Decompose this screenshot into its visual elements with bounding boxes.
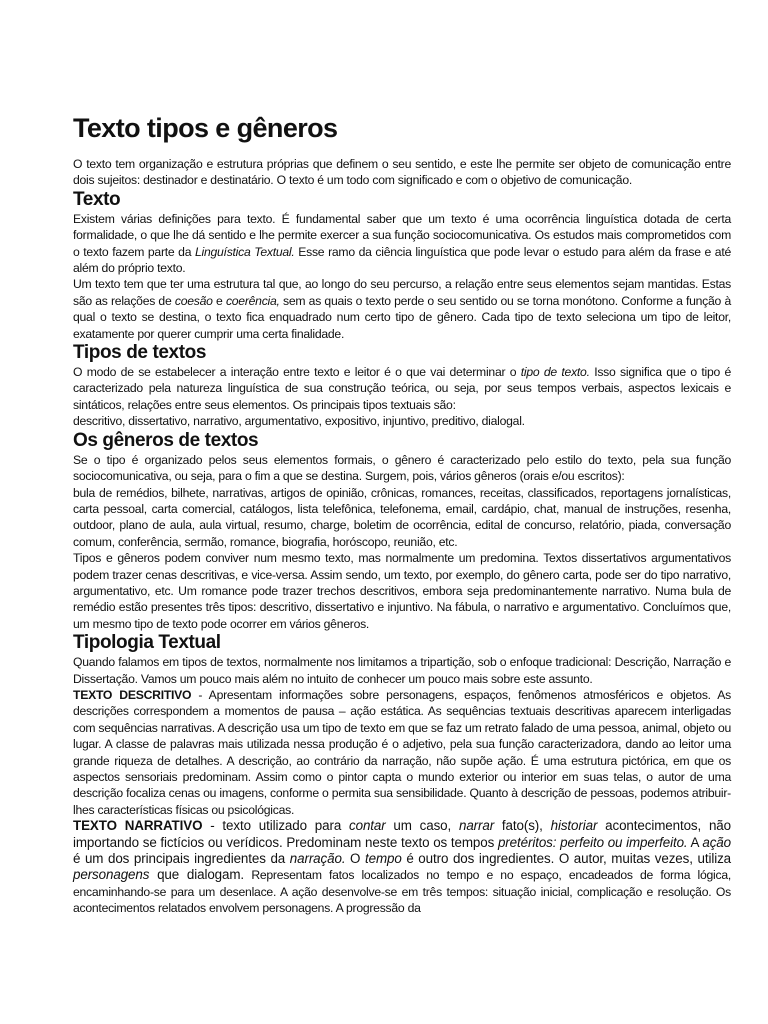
italic-term: narrar <box>458 818 495 834</box>
italic-term: Linguística Textual. <box>194 244 295 259</box>
generos-paragraph-2: bula de remédios, bilhete, narrativas, artigos de opinião, crônicas, romances, receitas, classificados, reportagens jornalísticas, carta pessoal, carta comercial, catálogos, lista telefônica, telefonema, email, cardápio, chat, manual de instruções, resenha, outdoor, plano de aula, aula virtual, resumo, charge, boletim de ocorrência, edital de concurso, relatório, piada, conversação comum, conferência, sermão, romance, biografia, horóscopo, reunião, etc. <box>73 485 731 549</box>
text-run: é outro dos ingredientes. O autor, muitas vezes, utiliza <box>401 851 732 867</box>
text-run: Um texto tem que ter uma estrutura tal que, ao longo do seu percurso, a relação entre seus elementos sejam mantidas. Estas são as relações de <box>73 277 731 308</box>
text-run: O <box>345 851 365 867</box>
intro-paragraph: O texto tem organização e estrutura próprias que definem o seu sentido, e este lhe permite ser objeto de comunicação entre dois sujeitos: destinador e destinatário. O texto é um todo com significado e com o objetivo de comunicação. <box>73 157 731 188</box>
texto-paragraph-1 <box>73 211 731 277</box>
section-heading-tipologia: Tipologia Textual <box>73 632 221 654</box>
italic-term: coesão <box>174 293 213 308</box>
text-run: A <box>687 834 703 850</box>
section-heading-texto: Texto <box>73 188 121 210</box>
text-run: acontecimentos, não importando se fictícios ou verídicos. Predominam neste texto os tempos <box>73 818 731 850</box>
text-run: sem as quais o texto perde o seu sentido ou se torna monótono. Conforme a função à qual o texto se destina, o texto fica enquadrado num certo tipo de gênero. Cada tipo de texto seleciona um tipo de leitor, exatamente por querer cumprir uma certa finalidade. <box>73 293 731 341</box>
texto-paragraph-2 <box>73 276 731 342</box>
section-heading-generos: Os gêneros de textos <box>73 429 259 451</box>
document-title: Texto tipos e gêneros <box>73 113 338 143</box>
text-run: e <box>212 293 226 308</box>
italic-term: tempo <box>365 851 402 867</box>
text-run: fato(s), <box>494 818 551 834</box>
text-run: é um dos principais ingredientes da <box>73 851 290 867</box>
italic-term: pretéritos: perfeito ou imperfeito. <box>497 834 688 850</box>
text-run: Isso significa que o tipo é caracterizado pela natureza linguística de sua construção teórica, ou seja, por seus tempos verbais, aspectos lexicais e sintáticos, relações entre seus elementos. Os principais tipos textuais são: <box>73 365 731 412</box>
italic-term: narração. <box>289 851 346 867</box>
text-run: Esse ramo da ciência linguística que pode levar o estudo para além da frase e até além do próprio texto. <box>73 244 731 276</box>
text-run: Existem várias definições para texto. É fundamental saber que um texto é uma ocorrência linguística dotada de certa formalidade, o que lhe dá sentido e lhe permite exercer a sua função sociocomunicativa. Os estudos mais comprometidos com o texto fazem parte da <box>73 211 731 259</box>
tipologia-paragraph-1: Quando falamos em tipos de textos, normalmente nos limitamos a tripartição, sob o enfoque tradicional: Descrição, Narração e Dissertação. Vamos um pouco mais além no intuito de conhecer um pouco mais sobre este assunto. <box>73 655 731 686</box>
generos-paragraph-1: Se o tipo é organizado pelos seus elementos formais, o gênero é caracterizado pelo estilo do texto, pela sua função sociocomunicativa, ou seja, para o fim a que se destina. Surgem, pois, vários gêneros (orais e/ou escritos): <box>73 452 731 484</box>
italic-term: personagens <box>73 867 150 883</box>
text-run: que dialogam. <box>149 867 245 883</box>
text-run: - Apresentam informações sobre personagens, espaços, fenômenos atmosféricos e objetos. As descrições correspondem a momentos de pausa – ação estática. As sequências textuais descritivas aparecem interligadas com sequências narrativas. A descrição usa um tipo de texto em que se faz um retrato falado de uma pessoa, animal, objeto ou lugar. A classe de palavras mais utilizada nessa produção é o adjetivo, pela sua função caracterizadora, dando ao leitor uma grande riqueza de detalhes. A descrição, ao contrário da narração, não supõe ação. É uma estrutura pictórica, em que os aspectos sensoriais predominam. Assim como o pintor capta o mundo exterior ou interior em suas telas, o autor de uma descrição focaliza cenas ou imagens, conforme o permita sua sensibilidade. Quanto à descrição de pessoas, podemos atribuir-lhes características físicas ou psicológicas. <box>73 687 731 817</box>
text-run: um caso, <box>385 818 459 834</box>
italic-term: ação <box>702 834 731 850</box>
italic-term: tipo de texto. <box>520 365 590 380</box>
document-page <box>73 112 731 917</box>
descritivo-paragraph <box>73 687 731 818</box>
italic-term: contar <box>349 818 386 834</box>
narrativo-paragraph <box>73 818 731 916</box>
tipos-paragraph-2: descritivo, dissertativo, narrativo, argumentativo, expositivo, injuntivo, preditivo, dialogal. <box>73 414 525 429</box>
text-run: Representam fatos localizados no tempo e no espaço, encadeados de forma lógica, encaminhando-se para um desenlace. A ação desenvolve-se em três tempos: situação inicial, complicação e resolução. Os acontecimentos relatados envolvem personagens. A progressão da <box>73 868 731 916</box>
italic-term: coerência, <box>225 293 280 308</box>
text-run: O modo de se estabelecer a interação entre texto e leitor é o que vai determinar o <box>73 365 521 380</box>
bold-label: TEXTO NARRATIVO <box>73 818 203 834</box>
text-run: - texto utilizado para <box>202 818 349 834</box>
section-heading-tipos: Tipos de textos <box>73 342 207 364</box>
generos-paragraph-3: Tipos e gêneros podem conviver num mesmo texto, mas normalmente um predomina. Textos dissertativos argumentativos podem trazer cenas descritivas, e vice-versa. Assim sendo, um texto, por exemplo, do gênero carta, pode ser do tipo narrativo, argumentativo, etc. Um romance pode trazer trechos descritivos, embora seja predominantemente narrativo. Numa bula de remédio estão presentes três tipos: descritivo, dissertativo e injuntivo. Na fábula, o narrativo e argumentativo. Concluímos que, um mesmo tipo de texto pode ocorrer em vários gêneros. <box>73 551 731 631</box>
italic-term: historiar <box>550 818 598 834</box>
tipos-paragraph-1 <box>73 364 731 413</box>
bold-label: TEXTO DESCRITIVO <box>73 687 192 702</box>
